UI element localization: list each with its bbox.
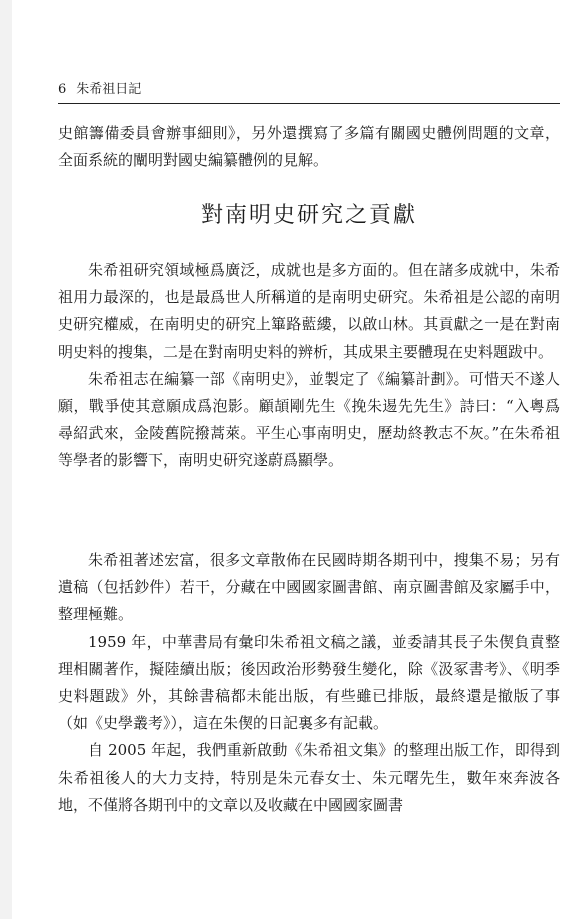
section-heading: 對南明史研究之貢獻 bbox=[200, 203, 417, 228]
section2-paragraph-1: 朱希祖著述宏富，很多文章散佈在民國時期各期刊中，搜集不易；另有遺稿（包括鈔件）若干，分藏在中國國家圖書館、南京圖書館及家屬手中，整理極難。 bbox=[58, 551, 560, 624]
intro-block bbox=[58, 120, 560, 174]
page-number: 6 bbox=[58, 82, 67, 97]
section1-paragraph-1: 朱希祖研究領域極爲廣泛，成就也是多方面的。但在諸多成就中，朱希祖用力最深的，也是最爲世人所稱道的是南明史研究。朱希祖是公認的南明史研究權威，在南明史的研究上篳路藍縷，以啟山林。其貢獻之一是在對南明史料的搜集，二是在對南明史料的辨析，其成果主要體現在史料題跋中。 bbox=[58, 261, 560, 361]
intro-paragraph: 史館籌備委員會辦事細則》，另外還撰寫了多篇有關國史體例問題的文章，全面系統的闡明對國史編纂體例的見解。 bbox=[58, 124, 560, 170]
section2-paragraph-3: 自 2005 年起，我們重新啟動《朱希祖文集》的整理出版工作，即得到朱希祖後人的大力支持，特別是朱元春女士、朱元曙先生，數年來奔波各地，不僅將各期刊中的文章以及收藏在中國國家圖書 bbox=[58, 741, 560, 814]
header-rule bbox=[58, 103, 560, 104]
section2-block bbox=[58, 547, 560, 819]
section1-block bbox=[58, 257, 560, 475]
running-title: 朱希祖日記 bbox=[76, 82, 142, 97]
running-header bbox=[58, 81, 558, 99]
book-page bbox=[12, 0, 584, 919]
section2-paragraph-2: 1959 年，中華書局有彙印朱希祖文稿之議，並委請其長子朱偰負責整理相關著作，擬陸續出版；後因政治形勢發生變化，除《汲冢書考》、《明季史料題跋》外，其餘書稿都未能出版，有些雖已排版，最終還是撤版了事（如《史學叢考》），這在朱偰的日記裏多有記載。 bbox=[58, 632, 560, 733]
section1-paragraph-2: 朱希祖志在編纂一部《南明史》，並製定了《編纂計劃》。可惜天不遂人願，戰爭使其意願成爲泡影。顧頡剛先生《挽朱逷先先生》詩曰：“入粵爲尋紹武來，金陵舊院撥蒿萊。平生心事南明史，歷劫終教志不灰。”在朱希祖等學者的影響下，南明史研究遂蔚爲顯學。 bbox=[58, 369, 560, 470]
